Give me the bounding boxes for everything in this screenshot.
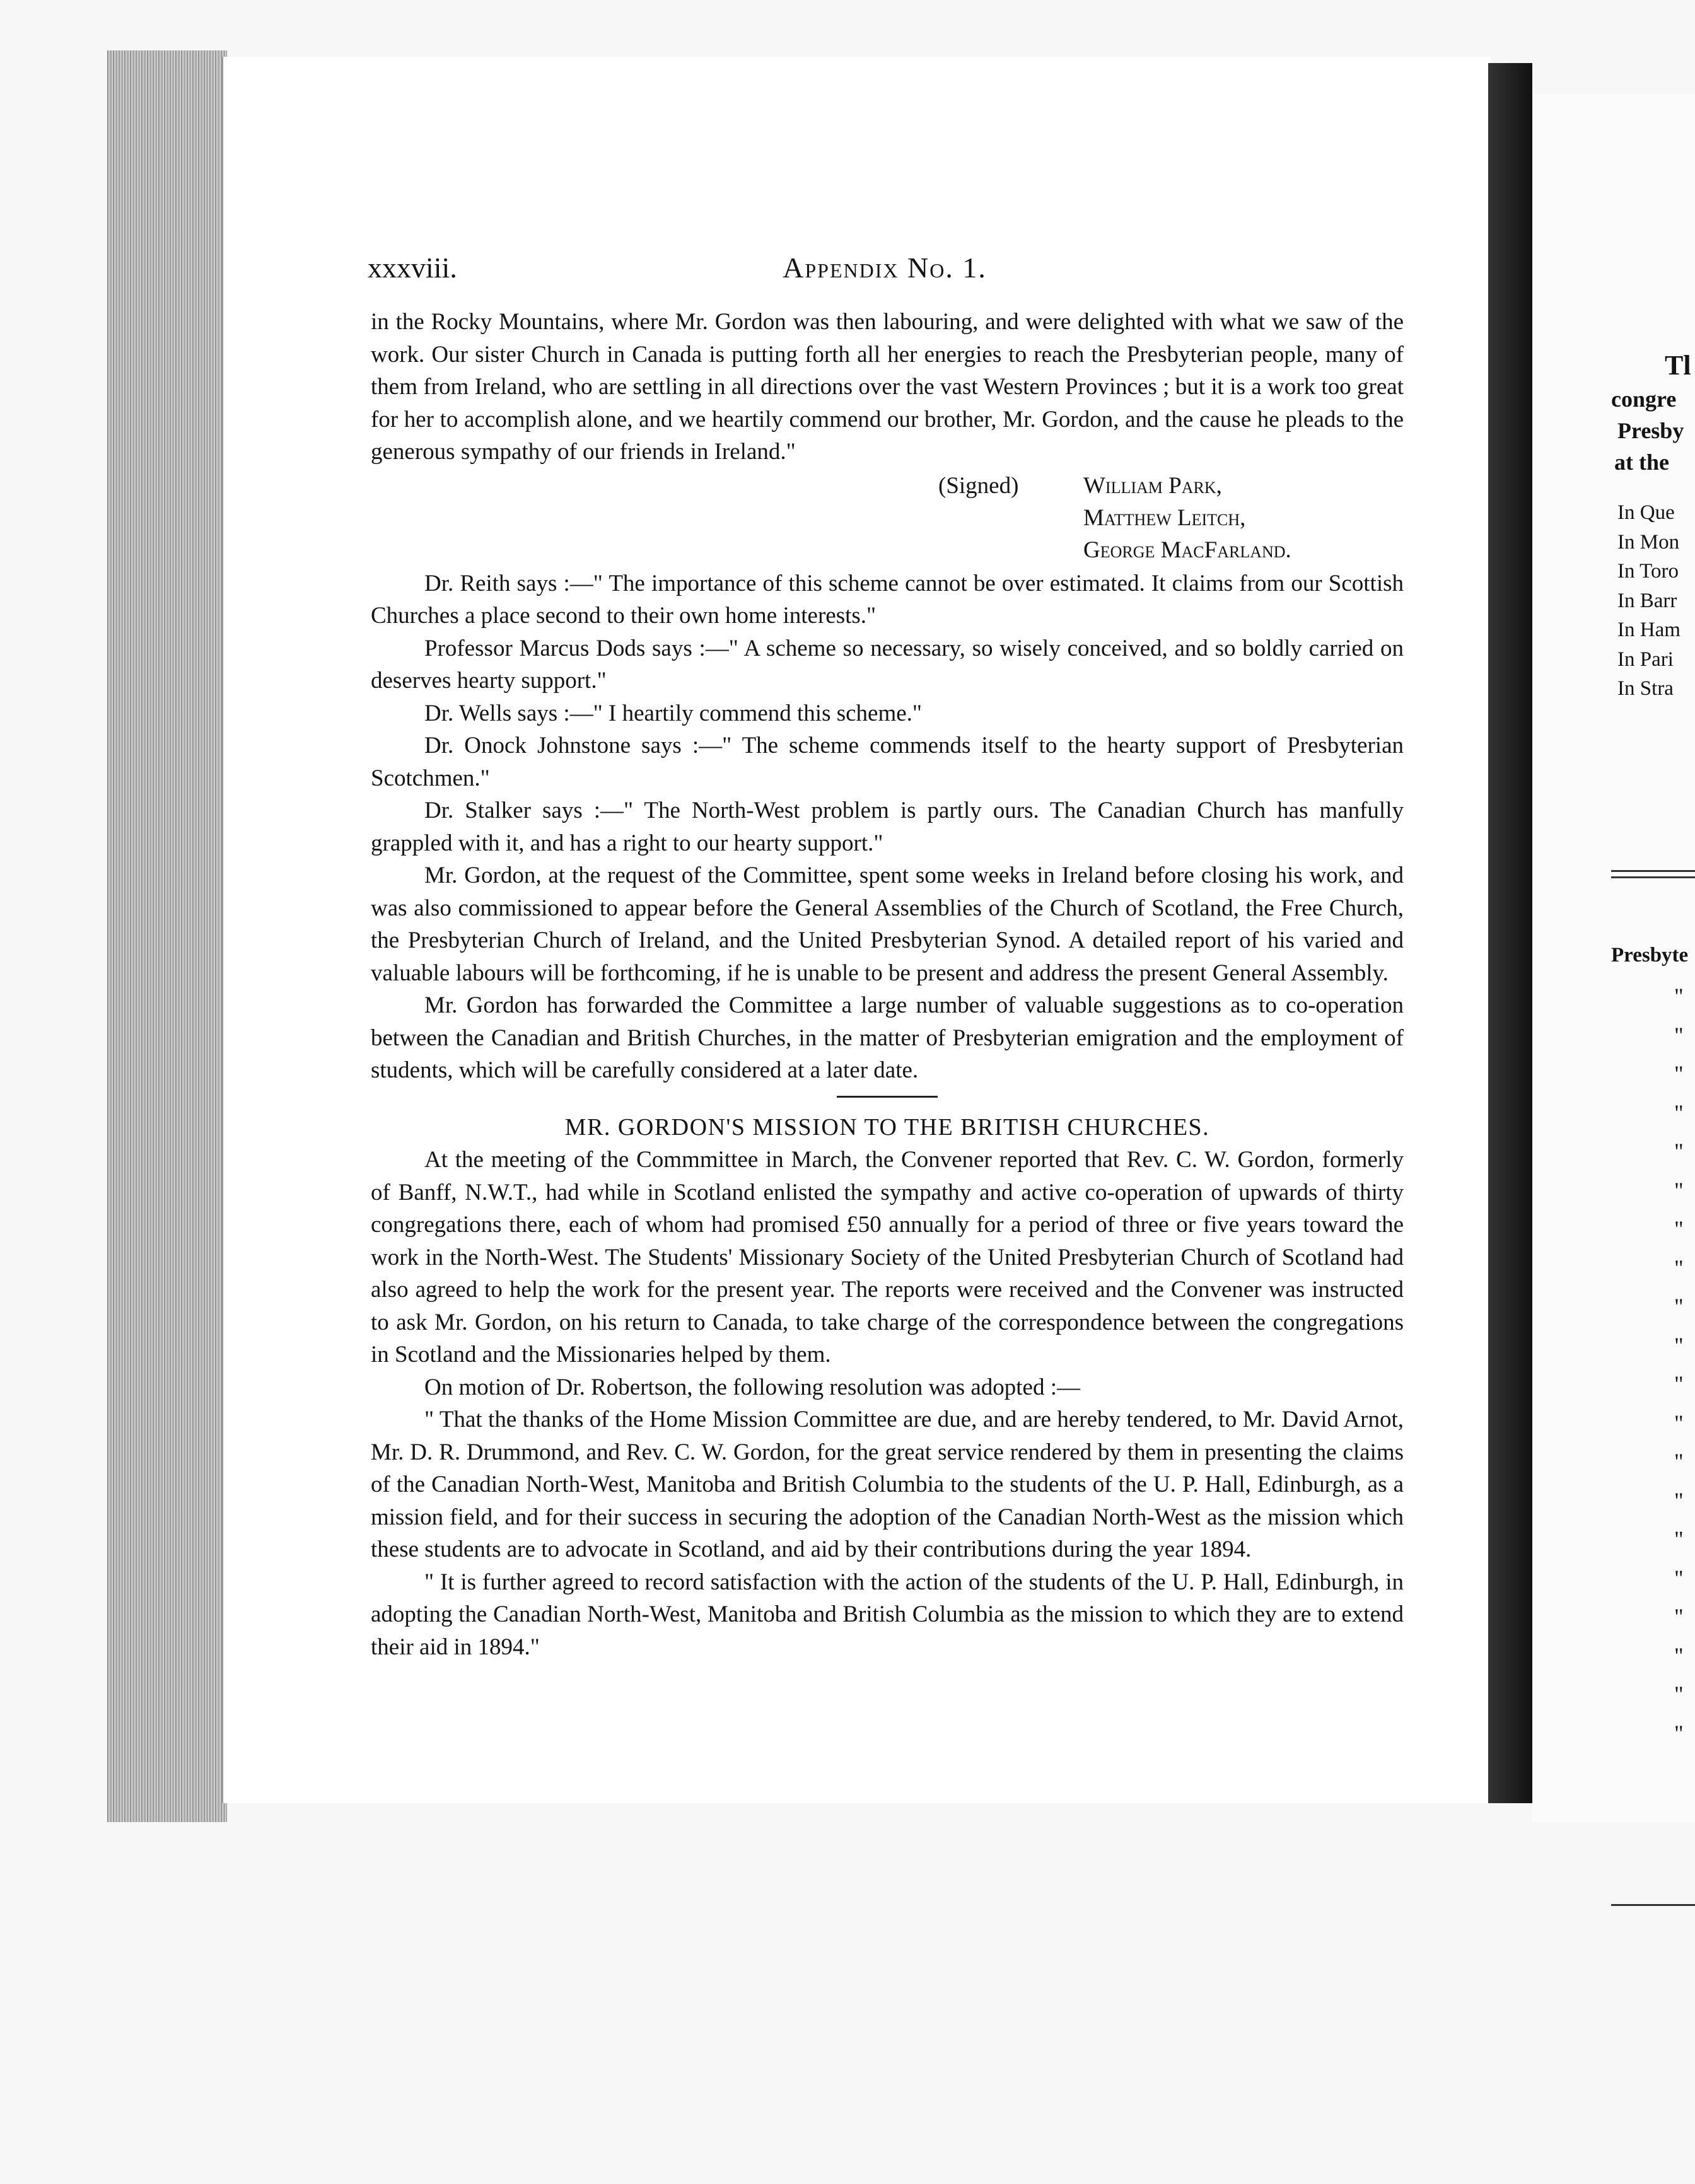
- ditto-mark: ": [1674, 1720, 1684, 1746]
- signatory: George MacFarland.: [1083, 537, 1291, 563]
- ditto-mark: ": [1674, 1061, 1684, 1086]
- quote-reith: Dr. Reith says :—" The importance of this scheme cannot be over estimated. It claims from our Scottish Churches a place second to their own home interests.": [371, 570, 1404, 629]
- paragraph-motion: On motion of Dr. Robertson, the following resolution was adopted :—: [424, 1374, 1080, 1400]
- ditto-mark: ": [1674, 1682, 1684, 1707]
- ditto-mark: ": [1674, 1332, 1684, 1358]
- list-item: In Barr: [1617, 589, 1677, 612]
- list-item: In Mon: [1617, 530, 1680, 554]
- right-page-province-list: [1617, 498, 1680, 704]
- ditto-mark: ": [1674, 1139, 1684, 1164]
- ditto-mark: ": [1674, 1255, 1684, 1281]
- quote-wells: Dr. Wells says :—" I heartily commend this scheme.": [424, 700, 923, 726]
- section-heading: MR. GORDON'S MISSION TO THE BRITISH CHURCHES.: [564, 1113, 1210, 1141]
- signed-label: (Signed): [938, 472, 1019, 499]
- page-stack-edge: [107, 50, 227, 1822]
- right-page-line: congre: [1611, 386, 1677, 412]
- right-page-initial: Tl: [1665, 350, 1691, 381]
- page-body: [371, 306, 1404, 1663]
- list-item: In Que: [1617, 501, 1675, 524]
- right-page-presbytery-label: Presbyte: [1611, 944, 1689, 967]
- paragraph-meeting: At the meeting of the Commmittee in March, the Convener reported that Rev. C. W. Gordon, formerly of Banff, N.W.T., had while in Scotland enlisted the sympathy and active co-operation of upwards of thirty congregations there, each of whom had promised £50 annually for a period of three or five years toward the work in the North-West. The Students' Missionary Society of the United Presbyterian Church of Scotland had also agreed to help the work for the present year. The reports were received and the Convener was instructed to ask Mr. Gordon, on his return to Canada, to take charge of the correspondence between the congregations in Scotland and the Missionaries helped by them.: [371, 1147, 1404, 1368]
- list-item: In Stra: [1617, 677, 1674, 700]
- right-page-rule: [1611, 876, 1695, 878]
- ditto-mark: ": [1674, 984, 1684, 1009]
- quote-stalker: Dr. Stalker says :—" The North-West problem is partly ours. The Canadian Church has manfully grappled with it, and has a right to our hearty support.": [371, 798, 1404, 856]
- signatory: William Park,: [1083, 472, 1222, 499]
- ditto-mark: ": [1674, 1565, 1684, 1591]
- ditto-mark: ": [1674, 1371, 1684, 1397]
- ditto-mark: ": [1674, 1022, 1684, 1048]
- list-item: In Ham: [1617, 619, 1680, 641]
- ditto-mark: ": [1674, 1216, 1684, 1241]
- paragraph-gordon-suggestions: Mr. Gordon has forwarded the Committee a large number of valuable suggestions as to co-operation between the Canadian and British Churches, in the matter of Presbyterian emigration and the employment of students, which will be carefully considered at a later date.: [371, 992, 1404, 1083]
- running-title: Appendix No. 1.: [783, 252, 987, 284]
- right-page-rule: [1611, 1904, 1695, 1906]
- ditto-mark: ": [1674, 1100, 1684, 1125]
- ditto-mark: ": [1674, 1487, 1684, 1513]
- signatory-list: [1083, 470, 1291, 566]
- right-page-line: Presby: [1617, 418, 1684, 443]
- page-number: xxxviii.: [368, 252, 457, 284]
- list-item: In Toro: [1617, 560, 1679, 583]
- signatory: Matthew Leitch,: [1083, 504, 1246, 531]
- ditto-mark: ": [1674, 1642, 1684, 1668]
- gutter-shadow: [1488, 63, 1532, 1803]
- letter-continuation: in the Rocky Mountains, where Mr. Gordon was then labouring, and were delighted with what we saw of the work. Our sister Church in Canada is putting forth all her energies to reach the Presbyterian people, many of them from Ireland, who are settling in all directions over the vast Western Provinces ; but it is a work too great for her to accomplish alone, and we heartily commend our brother, Mr. Gordon, and the cause he pleads to the generous sympathy of our friends in Ireland.": [371, 309, 1404, 465]
- section-divider: [837, 1096, 938, 1098]
- paragraph-resolution: " That the thanks of the Home Mission Committee are due, and are hereby tendered, to Mr. David Arnot, Mr. D. R. Drummond, and Rev. C. W. Gordon, for the great service rendered by them in presenting the claims of the Canadian North-West, Manitoba and British Columbia to the students of the U. P. Hall, Edinburgh, as a mission field, and for their success in securing the adoption of the Canadian North-West as the mission which these students are to advocate in Scotland, and aid by their contributions during the year 1894.: [371, 1407, 1404, 1562]
- ditto-mark: ": [1674, 1410, 1684, 1436]
- right-page-line: at the: [1614, 450, 1669, 475]
- paragraph-resolution-further: " It is further agreed to record satisfaction with the action of the students of the U. P. Hall, Edinburgh, in adopting the Canadian North-West, Manitoba and British Columbia as the mission to which they are to extend their aid in 1894.": [371, 1569, 1404, 1660]
- ditto-mark: ": [1674, 1449, 1684, 1474]
- ditto-mark: ": [1674, 1526, 1684, 1552]
- ditto-mark: ": [1674, 1604, 1684, 1629]
- ditto-column: [1674, 977, 1684, 1753]
- ditto-mark: ": [1674, 1294, 1684, 1319]
- quote-johnstone: Dr. Onock Johnstone says :—" The scheme commends itself to the hearty support of Presbyterian Scotchmen.": [371, 733, 1404, 791]
- page-header: [368, 251, 1402, 289]
- paragraph-gordon-ireland: Mr. Gordon, at the request of the Committee, spent some weeks in Ireland before closing his work, and was also commissioned to appear before the General Assemblies of the Church of Scotland, the Free Church, the Presbyterian Church of Ireland, and the United Presbyterian Synod. A detailed report of his varied and valuable labours will be forthcoming, if he is unable to be present and address the present General Assembly.: [371, 863, 1404, 986]
- signature-block: [371, 470, 1404, 567]
- right-page-rule: [1611, 870, 1695, 872]
- quote-dods: Professor Marcus Dods says :—" A scheme so necessary, so wisely conceived, and so boldly carried on deserves hearty support.": [371, 635, 1404, 694]
- list-item: In Pari: [1617, 648, 1674, 671]
- ditto-mark: ": [1674, 1177, 1684, 1203]
